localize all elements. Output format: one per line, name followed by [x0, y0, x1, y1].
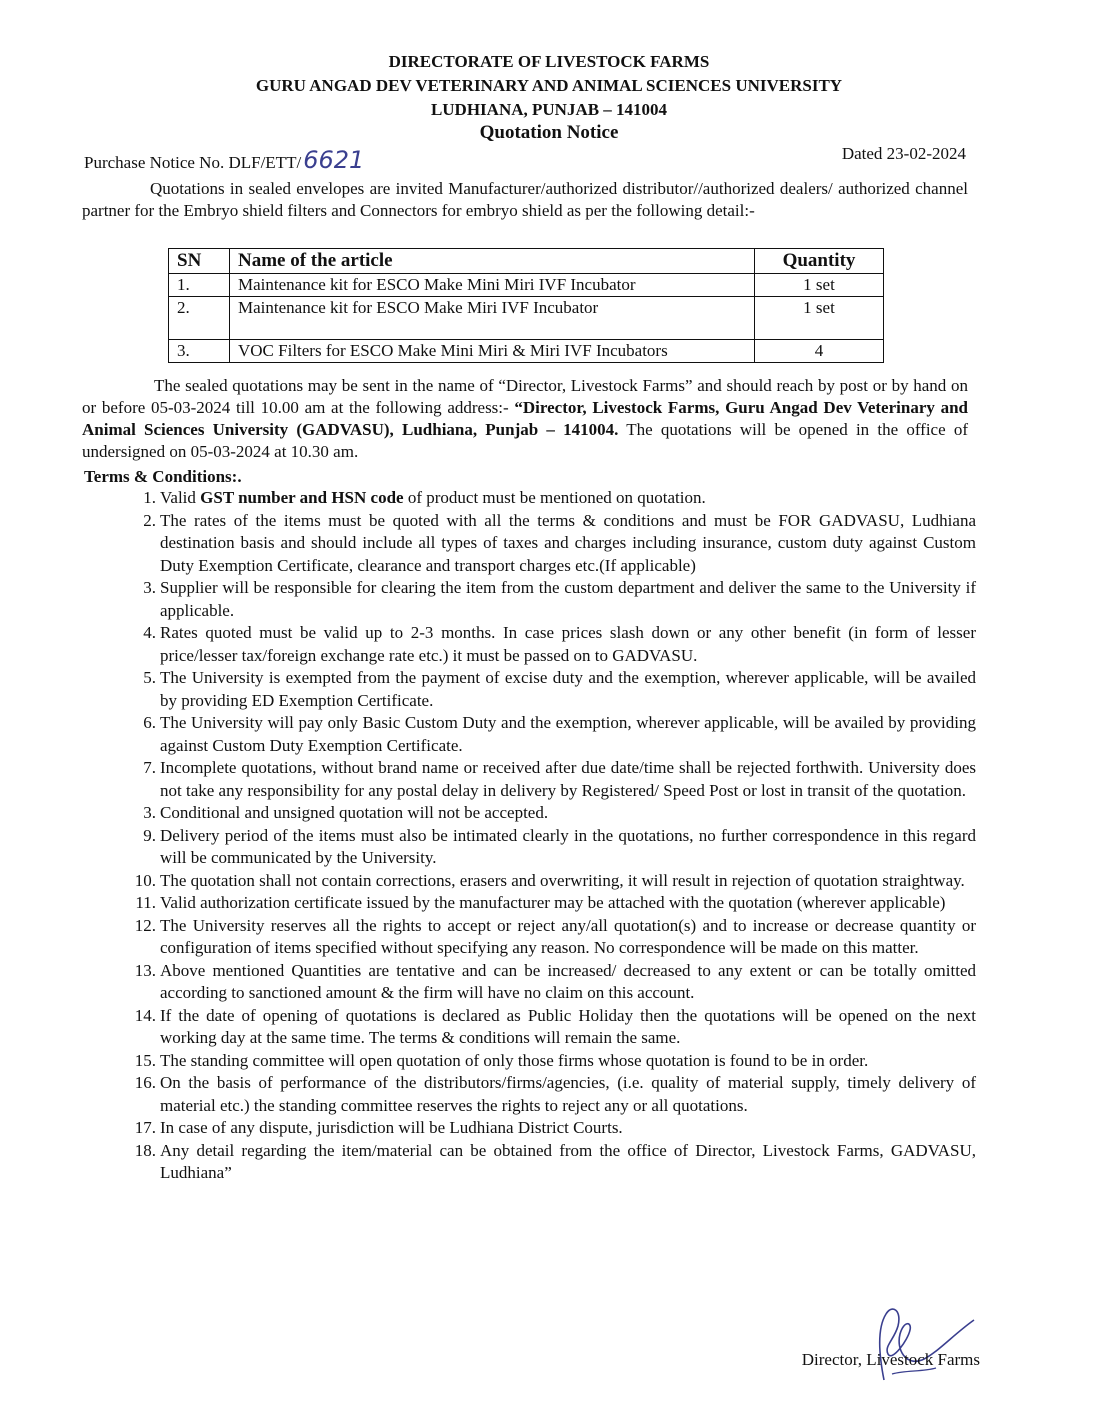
submission-paragraph — [82, 375, 968, 463]
submission-text-a: The sealed quotations may be sent in the name of “Director, Livestock Farms” and should reach by post or by hand on or before 05-03-2024 till 10.00 am at the following address:- — [82, 376, 968, 417]
term-text: The University will pay only Basic Custom Duty and the exemption, wherever applicable, will be availed by providing against Custom Duty Exemption Certificate. — [160, 713, 976, 755]
term-number: 18. — [134, 1140, 156, 1160]
term-number: 2. — [143, 510, 156, 530]
cell-quantity: 1 set — [755, 274, 884, 297]
term-number: 3. — [143, 578, 156, 597]
handwritten-signature — [862, 1300, 992, 1390]
intro-paragraph: Quotations in sealed envelopes are invited Manufacturer/authorized distributor//authorized dealers/ authorized channel partner for the Embryo shield filters and Connectors for embryo shield as per the following detail:- — [82, 179, 968, 220]
col-header-sn: SN — [169, 249, 230, 274]
list-item — [84, 1072, 976, 1117]
list-item — [84, 892, 976, 915]
notice-date: Dated 23-02-2024 — [841, 144, 966, 163]
terms-heading: Terms & Conditions:. — [84, 467, 242, 486]
cell-sn: 2. — [169, 297, 230, 340]
term-number: 6. — [143, 713, 156, 732]
list-item — [84, 1005, 976, 1050]
list-item — [84, 712, 976, 757]
col-header-article: Name of the article — [230, 249, 755, 274]
term-text: If the date of opening of quotations is declared as Public Holiday then the quotations will be opened on the next working day at the same time. The terms & conditions will remain the same. — [160, 1005, 976, 1047]
list-item — [84, 1117, 976, 1140]
header-line-2: GURU ANGAD DEV VETERINARY AND ANIMAL SCIENCES UNIVERSITY — [255, 76, 843, 95]
term-number: 13. — [134, 960, 156, 980]
list-item — [84, 487, 976, 510]
term-number: 17. — [134, 1118, 156, 1137]
term-text: On the basis of performance of the distributors/firms/agencies, (i.e. quality of material supply, timely delivery of material etc.) the standing committee reserves the rights to reject any or all quotations. — [160, 1073, 976, 1115]
purchase-notice-label: Purchase Notice No. DLF/ETT/ — [84, 153, 302, 172]
table-row — [169, 297, 884, 340]
cell-article: Maintenance kit for ESCO Make Mini Miri IVF Incubator — [230, 274, 755, 297]
term-text: Rates quoted must be valid up to 2-3 months. In case prices slash down or any other benefit (in form of lesser price/lesser tax/foreign exchange rate etc.) it must be passed on to GADVASU. — [160, 623, 976, 665]
term-text: Any detail regarding the item/material can be obtained from the office of Director, Livestock Farms, GADVASU, Ludhiana” — [160, 1140, 976, 1182]
list-item — [84, 510, 976, 578]
purchase-notice-number — [84, 146, 364, 174]
term-number: 12. — [134, 915, 156, 935]
cell-article: Maintenance kit for ESCO Make Miri IVF Incubator — [230, 297, 755, 340]
list-item — [84, 757, 976, 802]
term-number: 16. — [134, 1073, 156, 1092]
list-item — [84, 825, 976, 870]
terms-list — [84, 487, 976, 1185]
list-item — [84, 1140, 976, 1185]
handwritten-notice-number: 6621 — [303, 146, 365, 174]
term-text: Delivery period of the items must also be intimated clearly in the quotations, no further correspondence in this regard will be communicated by the University. — [160, 825, 976, 867]
table-row — [169, 274, 884, 297]
term-text: The quotation shall not contain corrections, erasers and overwriting, it will result in rejection of quotation straightway. — [160, 870, 965, 890]
articles-table — [168, 248, 884, 363]
page-title: Quotation Notice — [479, 122, 619, 143]
term-number: 14. — [134, 1005, 156, 1025]
list-item — [84, 960, 976, 1005]
cell-quantity: 4 — [755, 340, 884, 363]
term-number: 7. — [143, 758, 156, 777]
term-text: of product must be mentioned on quotation. — [403, 488, 706, 507]
submission-text-b: The quotations will be opened in the office of undersigned on 05-03-2024 at 10.30 am. — [82, 420, 968, 461]
term-text: The rates of the items must be quoted with all the terms & conditions and must be FOR GADVASU, Ludhiana destination basis and should include all types of taxes and charges including insurance, custom duty against Custom Duty Exemption Certificate, clearance and transport charges etc.(If applicable) — [160, 510, 976, 575]
term-number: 3. — [143, 803, 156, 822]
cell-sn: 1. — [169, 274, 230, 297]
term-text: Above mentioned Quantities are tentative and can be increased/ decreased to any extent or can be totally omitted according to sanctioned amount & the firm will have no claim on this account. — [160, 960, 976, 1002]
term-text: Supplier will be responsible for clearing the item from the custom department and deliver the same to the University if applicable. — [160, 578, 976, 620]
table-header-row — [169, 249, 884, 274]
term-text: The University reserves all the rights to accept or reject any/all quotation(s) and to increase or decrease quantity or configuration of items specified without specifying any reason. No correspondence will be made on this matter. — [160, 915, 976, 957]
list-item — [84, 622, 976, 667]
term-number: 10. — [134, 870, 156, 890]
term-text: Conditional and unsigned quotation will not be accepted. — [160, 803, 549, 822]
header-line-1: DIRECTORATE OF LIVESTOCK FARMS — [388, 52, 710, 71]
header-line-3: LUDHIANA, PUNJAB – 141004 — [430, 100, 668, 119]
list-item — [84, 802, 976, 825]
term-bold-text: GST number and HSN code — [200, 488, 404, 507]
term-text: The standing committee will open quotation of only those firms whose quotation is found to be in order. — [160, 1050, 869, 1070]
list-item — [84, 870, 976, 893]
submission-address: “Director, Livestock Farms, Guru Angad Dev Veterinary and Animal Sciences University (GADVASU), Ludhiana, Punjab – 141004. — [82, 398, 968, 439]
term-number: 4. — [143, 623, 156, 642]
list-item — [84, 577, 976, 622]
term-text: In case of any dispute, jurisdiction will be Ludhiana District Courts. — [160, 1118, 623, 1137]
term-number: 1. — [143, 488, 156, 507]
list-item — [84, 1050, 976, 1073]
list-item — [84, 667, 976, 712]
cell-quantity: 1 set — [755, 297, 884, 340]
list-item — [84, 915, 976, 960]
term-number: 9. — [143, 825, 156, 845]
term-text: Valid authorization certificate issued by the manufacturer may be attached with the quotation (wherever applicable) — [160, 893, 946, 912]
cell-article: VOC Filters for ESCO Make Mini Miri & Miri IVF Incubators — [230, 340, 755, 363]
term-text: Valid — [160, 488, 201, 507]
term-number: 11. — [135, 893, 156, 912]
col-header-quantity: Quantity — [755, 249, 884, 274]
term-text: The University is exempted from the payment of excise duty and the exemption, wherever applicable, will be availed by providing ED Exemption Certificate. — [160, 668, 976, 710]
cell-sn: 3. — [169, 340, 230, 363]
term-number: 15. — [134, 1050, 156, 1070]
term-text: Incomplete quotations, without brand name or received after due date/time shall be rejected forthwith. University does not take any responsibility for any postal delay in delivery by Registered/ Speed Post or lost in transit of the quotation. — [160, 758, 976, 800]
signatory-title: Director, Livestock Farms — [801, 1350, 980, 1369]
table-row — [169, 340, 884, 363]
term-number: 5. — [143, 668, 156, 687]
